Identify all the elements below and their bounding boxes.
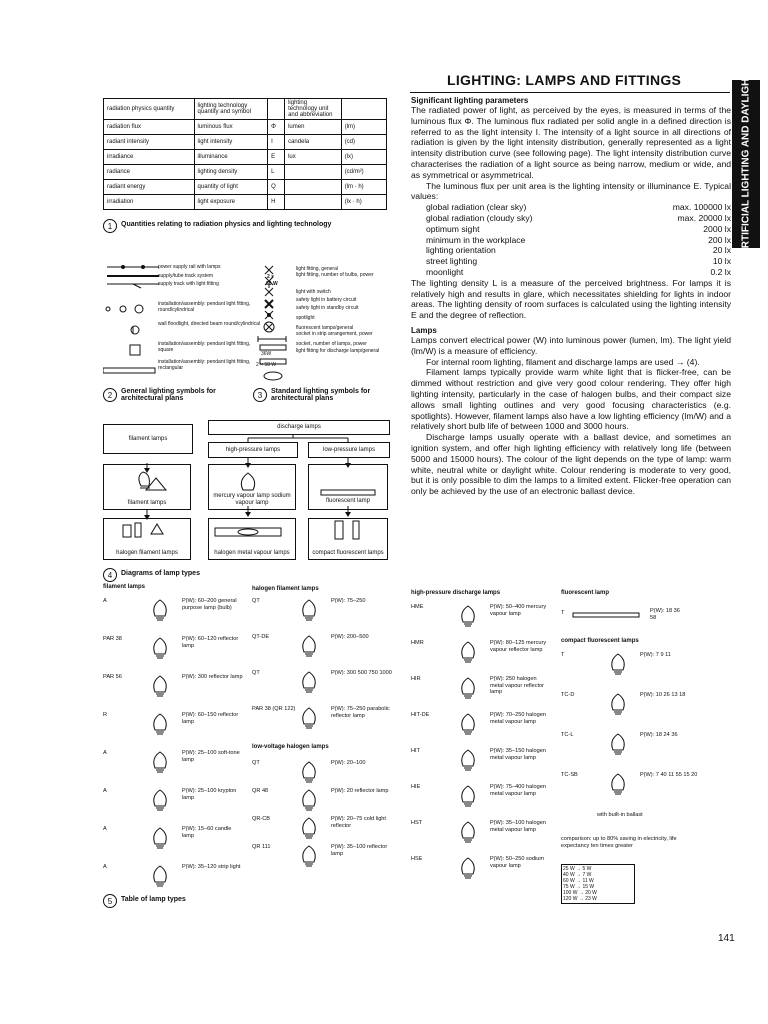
table-cell: light exposure bbox=[194, 195, 268, 210]
box-discharge-lamps: discharge lamps bbox=[208, 420, 390, 435]
value-label: street lighting bbox=[426, 256, 478, 267]
lamp-description: P(W): 60–150 reflector lamp bbox=[181, 712, 239, 725]
lamp-description: P(W): 35–120 strip light bbox=[181, 864, 241, 870]
col2b-list bbox=[252, 760, 392, 872]
lamp-description: P(W): 35–150 halogen metal vapour lamp bbox=[489, 748, 546, 761]
lamp-description: P(W): 50–400 mercury vapour lamp bbox=[489, 604, 547, 617]
col2-list bbox=[252, 598, 392, 742]
lamp-code: TC-L bbox=[561, 732, 574, 738]
lamp-bulb-icon bbox=[606, 652, 630, 688]
table-cell: (cd/m²) bbox=[341, 165, 386, 180]
lamp-code: QR-CB bbox=[252, 816, 271, 822]
table-cell: Φ bbox=[268, 120, 285, 135]
lamp-description: P(W): 300 reflector lamp bbox=[181, 674, 243, 680]
lamp-row bbox=[411, 748, 551, 784]
lamp-bulb-icon bbox=[456, 640, 480, 672]
lamp-bulb-icon bbox=[148, 598, 172, 632]
lamp-row bbox=[561, 732, 701, 772]
lamp-code: PAR 56 bbox=[103, 674, 122, 680]
lamp-bulb-icon bbox=[148, 674, 172, 708]
lamp-code: HST bbox=[411, 820, 423, 826]
table-cell: lighting density bbox=[194, 165, 268, 180]
comparison-row: 40 W → 7 W bbox=[563, 872, 592, 878]
table-row bbox=[104, 150, 387, 165]
lamp-bulb-icon bbox=[606, 732, 630, 768]
lamp-description: P(W): 200–500 bbox=[330, 634, 369, 640]
lamp-code: TC-D bbox=[561, 692, 575, 698]
table-cell: E bbox=[268, 150, 285, 165]
col2-heading: halogen filament lamps bbox=[252, 586, 319, 592]
col1-heading: filament lamps bbox=[103, 584, 146, 590]
comparison-box bbox=[561, 864, 635, 904]
caption-1 bbox=[103, 219, 331, 233]
lamp-bulb-icon bbox=[297, 634, 321, 666]
value-amount: 2000 lx bbox=[703, 223, 731, 234]
lamp-description: P(W): 60–200 general purpose lamp (bulb) bbox=[181, 598, 237, 611]
lamp-description: P(W): 75–250 parabolic reflector lamp bbox=[330, 706, 390, 719]
lamp-bulb-icon bbox=[148, 826, 172, 860]
lamp-row bbox=[103, 788, 243, 826]
lamp-bulb-icon bbox=[148, 864, 172, 898]
lamp-description: P(W): 35–100 halogen metal vapour lamp bbox=[489, 820, 546, 833]
lamp-row bbox=[411, 856, 551, 892]
caption-2: 2 General lighting symbols for architectural plans bbox=[103, 388, 253, 402]
paragraph-1: The radiated power of light, as perceived by the eyes, is measured in terms of the luminous flux Φ. The luminous flux radiated per solid angle in a defined direction is referred to as the light intensity I. The intensity of a light source in all directions of radiation is given by the light intensity distribution, generally represented as a light intensity distribution curve (see following page). The light intensity distribution curve characterises the radiation of a light source as being narrow, medium or wide, and as symmetrical or asymmetrical. bbox=[411, 105, 731, 180]
lamp-description: P(W): 7 40 11 55 15 20 bbox=[639, 772, 698, 778]
lamp-description: P(W): 20–75 cold light reflector bbox=[330, 816, 386, 829]
box-halogen-metal: halogen metal vapour lamps bbox=[208, 518, 296, 560]
table-cell: irradiation bbox=[104, 195, 195, 210]
table-cell: radiation physics quantity bbox=[104, 99, 195, 120]
lamp-description: P(W): 75–250 bbox=[330, 598, 366, 604]
col4-list bbox=[561, 652, 701, 812]
lamp-code: QT bbox=[252, 598, 260, 604]
lamp-code: HIE bbox=[411, 784, 421, 790]
lamp-code: HIR bbox=[411, 676, 421, 682]
lamp-row bbox=[411, 604, 551, 640]
table-cell: (cd) bbox=[341, 135, 386, 150]
table-cell bbox=[285, 180, 342, 195]
lamp-row bbox=[103, 750, 243, 788]
lamp-bulb-icon bbox=[297, 816, 321, 840]
value-amount: 10 lx bbox=[712, 256, 731, 267]
lamp-row bbox=[561, 772, 701, 812]
lamp-bulb-icon bbox=[456, 748, 480, 780]
lamp-bulb-icon bbox=[297, 598, 321, 630]
table-row bbox=[104, 135, 387, 150]
paragraph-7: Discharge lamps usually operate with a ballast device, and sometimes an ignition system, and offer high lighting efficiency with relatively long life (between 5000 and 15000 hours). The colour of the light depends on the type of lamp: warm white, neutral white or daylight white. Colour rendering is moderate to very good, but it is only possible to dim the lamps to a limited extent. Flicker-free operation can only be achieved by the use of an electronic ballast device. bbox=[411, 432, 731, 497]
paragraph-6: Filament lamps typically provide warm white light that is flicker-free, can be dimmed without restriction and give very good colour rendering. They offer high lighting intensity, particularly in the case of halogen bulbs, and their compact size allows small lighting outlines and very good focusing characteristics (e.g. spotlights). However, filament lamps also have a low lighting efficiency (lm/W) and a relatively short bulb life of between 1000 and 3000 hours. bbox=[411, 367, 731, 432]
lamp-description: P(W): 15–60 candle lamp bbox=[181, 826, 232, 839]
lamp-code: QT bbox=[252, 670, 260, 676]
table-cell: lighting technology unit and abbreviation bbox=[285, 99, 342, 120]
table-cell: light intensity bbox=[194, 135, 268, 150]
title-rule bbox=[410, 92, 730, 93]
table-cell: H bbox=[268, 195, 285, 210]
box-mercury-sodium: mercury vapour lamp sodium vapour lamp bbox=[208, 464, 296, 510]
lamp-row bbox=[252, 844, 392, 872]
caption-3: 3 Standard lighting symbols for architectural plans bbox=[253, 388, 393, 402]
col1-list bbox=[103, 598, 243, 902]
lamp-description: P(W): 35–100 reflector lamp bbox=[330, 844, 388, 857]
lamp-description: P(W): 300 500 750 1000 bbox=[330, 670, 392, 676]
fluorescent-tube-icon bbox=[572, 610, 642, 620]
lamp-description: P(W): 80–125 mercury vapour reflector lamp bbox=[489, 640, 547, 653]
lamp-code: A bbox=[103, 864, 107, 870]
lamp-bulb-icon bbox=[456, 712, 480, 744]
lamp-bulb-icon bbox=[148, 750, 172, 784]
ballast-note: with built-in ballast bbox=[597, 812, 643, 818]
lamp-code: QT bbox=[252, 760, 260, 766]
lamp-description: P(W): 18 24 36 bbox=[639, 732, 678, 738]
lamp-code: HIT bbox=[411, 748, 421, 754]
lamp-code: A bbox=[103, 598, 107, 604]
comparison-note: comparison: up to 80% saving in electricity, life expectancy ten times greater bbox=[561, 836, 677, 849]
lamp-row bbox=[103, 674, 243, 712]
value-row bbox=[426, 245, 731, 256]
table-cell: (lm) bbox=[341, 120, 386, 135]
typical-values bbox=[411, 202, 731, 278]
lamp-row bbox=[561, 652, 701, 692]
lamp-code: A bbox=[103, 788, 107, 794]
section-tab bbox=[732, 72, 760, 256]
comparison-row: 120 W → 23 W bbox=[563, 896, 597, 902]
table-cell: illuminance bbox=[194, 150, 268, 165]
lamp-bulb-icon bbox=[456, 604, 480, 636]
box-fluorescent: fluorescent lamp bbox=[308, 464, 388, 510]
lamp-description: P(W): 75–400 halogen metal vapour lamp bbox=[489, 784, 546, 797]
table-row bbox=[104, 120, 387, 135]
lamp-bulb-icon bbox=[456, 820, 480, 852]
lamp-row bbox=[252, 788, 392, 816]
lamp-code: HMR bbox=[411, 640, 424, 646]
symbols-left-graphics bbox=[103, 262, 163, 380]
paragraph-4: Lamps convert electrical power (W) into luminous power (lumen, lm). The light yield (lm/W) is a measure of efficiency. bbox=[411, 334, 731, 356]
lamp-row bbox=[252, 598, 392, 634]
lamp-row bbox=[252, 760, 392, 788]
lamp-row bbox=[103, 598, 243, 636]
table-cell bbox=[285, 165, 342, 180]
lamp-code: HME bbox=[411, 604, 424, 610]
lamp-description: P(W): 70–250 halogen metal vapour lamp bbox=[489, 712, 546, 725]
lamp-row bbox=[411, 676, 551, 712]
comparison-row: 25 W → 5 W bbox=[563, 866, 592, 872]
lamp-description: P(W): 10 26 13 18 bbox=[639, 692, 686, 698]
value-amount: max. 20000 lx bbox=[677, 212, 731, 223]
heading-significant: Significant lighting parameters bbox=[411, 96, 529, 105]
lamp-row bbox=[411, 820, 551, 856]
lamp-code: A bbox=[103, 750, 107, 756]
table-cell: Q bbox=[268, 180, 285, 195]
table-cell bbox=[341, 99, 386, 120]
lamp-bulb-icon bbox=[606, 692, 630, 728]
lamp-bulb-icon bbox=[456, 676, 480, 708]
col2-heading2: low-voltage halogen lamps bbox=[252, 744, 329, 750]
lamp-bulb-icon bbox=[456, 856, 480, 888]
symbol-label-36w: 36W bbox=[261, 351, 272, 357]
col3-list bbox=[411, 604, 551, 892]
lamp-row bbox=[411, 784, 551, 820]
box-filament-lamps-2: filament lamps bbox=[103, 464, 191, 510]
table-cell: radiation flux bbox=[104, 120, 195, 135]
paragraph-3: The lighting density L is a measure of the perceived brightness. For lamps it is relatively high and results in glare, which necessitates shielding for lights in indoor areas. The lighting density of room surfaces is calculated using the lighting intensity E and the degree of reflection. bbox=[411, 277, 731, 321]
value-label: lighting orientation bbox=[426, 245, 496, 256]
box-high-pressure: high-pressure lamps bbox=[208, 442, 298, 458]
table-cell: lighting technology quantity and symbol bbox=[194, 99, 268, 120]
lamp-row bbox=[561, 692, 701, 732]
value-amount: 200 lx bbox=[708, 234, 731, 245]
table-cell: candela bbox=[285, 135, 342, 150]
lamp-bulb-icon bbox=[148, 712, 172, 746]
table-cell: quantity of light bbox=[194, 180, 268, 195]
box-low-pressure: low-pressure lamps bbox=[308, 442, 390, 458]
table-row bbox=[104, 165, 387, 180]
symbols-right-list: light fitting, general light fitting, number of bulbs, power light with switch safety light in battery circuit safety light in standby circuit spotlight fluorescent lamps/general socket in strip arrangement, power socket, number of lamps, power light fitting for discharge lamp/general bbox=[296, 266, 380, 354]
col3-heading: high-pressure discharge lamps bbox=[411, 590, 501, 596]
paragraph-5: For internal room lighting, filament and discharge lamps are used → (4). bbox=[426, 356, 700, 367]
lamp-row bbox=[252, 634, 392, 670]
table-cell bbox=[285, 195, 342, 210]
lamp-bulb-icon bbox=[297, 760, 321, 784]
value-row bbox=[426, 202, 731, 213]
lamp-bulb-icon bbox=[297, 670, 321, 702]
lamp-code: HIT-DE bbox=[411, 712, 430, 718]
table-cell: lumen bbox=[285, 120, 342, 135]
lamp-row bbox=[103, 636, 243, 674]
table-cell: lux bbox=[285, 150, 342, 165]
caption-text: Quantities relating to radiation physics and lighting technology bbox=[121, 221, 332, 228]
table-cell: irradiance bbox=[104, 150, 195, 165]
table-row bbox=[104, 99, 387, 120]
symbol-label-60w: 60 W bbox=[266, 281, 278, 287]
lamp-code: QT-DE bbox=[252, 634, 270, 640]
table-cell: radiant energy bbox=[104, 180, 195, 195]
box-filament-lamps: filament lamps bbox=[103, 424, 193, 454]
table-cell: I bbox=[268, 135, 285, 150]
paragraph-2: The luminous flux per unit area is the lighting intensity or illuminance E. Typical values: bbox=[411, 180, 731, 202]
value-label: optimum sight bbox=[426, 223, 480, 234]
value-row bbox=[426, 267, 731, 278]
quantities-table bbox=[103, 98, 387, 210]
lamp-code: PAR 38 (QR 122) bbox=[252, 706, 296, 712]
lamp-row bbox=[252, 670, 392, 706]
table-row bbox=[104, 195, 387, 210]
table-cell: luminous flux bbox=[194, 120, 268, 135]
lamp-row bbox=[252, 816, 392, 844]
table-cell: (lx) bbox=[341, 150, 386, 165]
symbols-left-list: power supply rail with lamps supply/tube track system supply track with light fitting installation/assembly: pendant light fitting, round/cylindrical wall floodlight, directed beam round/cylindrical installation/assembly: pendant light fitting, square installation/assembly: pendant light fitting, rectangular bbox=[158, 264, 260, 371]
page-title: LIGHTING: LAMPS AND FITTINGS bbox=[447, 72, 682, 88]
lamp-bulb-icon bbox=[297, 844, 321, 868]
lamp-code: QR 111 bbox=[252, 844, 271, 850]
lamp-row bbox=[411, 640, 551, 676]
lamp-description: P(W): 25–100 soft-tone lamp bbox=[181, 750, 240, 763]
symbol-label-2x58w: 2 × 58 W bbox=[256, 362, 277, 368]
value-row bbox=[426, 224, 731, 235]
col4-heading: fluorescent lamp bbox=[561, 590, 610, 596]
table-cell: (lm · h) bbox=[341, 180, 386, 195]
table-cell: (lx · h) bbox=[341, 195, 386, 210]
lamp-code: T bbox=[561, 652, 565, 658]
col4-t-code: T bbox=[561, 610, 565, 616]
lamp-code: QR 48 bbox=[252, 788, 269, 794]
lamp-row bbox=[411, 712, 551, 748]
heading-lamps: Lamps bbox=[411, 325, 437, 335]
lamp-description: P(W): 25–100 krypton lamp bbox=[181, 788, 237, 801]
page-number: 141 bbox=[718, 933, 735, 944]
lamp-bulb-icon bbox=[456, 784, 480, 816]
lamp-description: P(W): 250 halogen metal vapour reflector lamp bbox=[489, 676, 545, 695]
value-row bbox=[426, 235, 731, 246]
lamp-code: R bbox=[103, 712, 108, 718]
lamp-description: P(W): 20 reflector lamp bbox=[330, 788, 389, 794]
lamp-row bbox=[103, 826, 243, 864]
value-amount: 0.2 lx bbox=[710, 266, 731, 277]
value-row bbox=[426, 213, 731, 224]
section-tab-label: ARTIFICIAL LIGHTING AND DAYLIGHT bbox=[740, 72, 752, 256]
lamp-description: P(W): 60–120 reflector lamp bbox=[181, 636, 239, 649]
lamp-bulb-icon bbox=[148, 636, 172, 670]
symbol-label-2x: 2 × bbox=[267, 274, 275, 280]
caption-4: 4 Diagrams of lamp types bbox=[103, 568, 200, 582]
col4-heading2: compact fluorescent lamps bbox=[561, 638, 639, 644]
body-text bbox=[411, 96, 731, 497]
table-cell: radiance bbox=[104, 165, 195, 180]
table-cell: radiant intensity bbox=[104, 135, 195, 150]
lamp-code: HSE bbox=[411, 856, 423, 862]
table-cell bbox=[268, 99, 285, 120]
lamp-row bbox=[252, 706, 392, 742]
table-row bbox=[104, 180, 387, 195]
lamp-bulb-icon bbox=[606, 772, 630, 808]
comparison-row: 60 W → 11 W bbox=[563, 878, 594, 884]
value-label: minimum in the workplace bbox=[426, 234, 526, 245]
value-row bbox=[426, 256, 731, 267]
lamp-description: P(W): 20–100 bbox=[330, 760, 366, 766]
caption-number: 1 bbox=[103, 219, 117, 233]
lamp-description: P(W): 7 9 11 bbox=[639, 652, 671, 658]
value-label: moonlight bbox=[426, 266, 464, 277]
box-compact-fluorescent: compact fluorescent lamps bbox=[308, 518, 388, 560]
lamp-description: P(W): 50–250 sodium vapour lamp bbox=[489, 856, 545, 869]
value-label: global radiation (cloudy sky) bbox=[426, 212, 533, 223]
value-amount: 20 lx bbox=[712, 245, 731, 256]
caption-5: 5 Table of lamp types bbox=[103, 894, 186, 908]
lamp-bulb-icon bbox=[148, 788, 172, 822]
comparison-row: 100 W → 20 W bbox=[563, 890, 597, 896]
lamp-bulb-icon bbox=[297, 788, 321, 812]
box-halogen-filament: halogen filament lamps bbox=[103, 518, 191, 560]
table-cell: L bbox=[268, 165, 285, 180]
lamp-code: A bbox=[103, 826, 107, 832]
col4-t-values: P(W): 18 36 58 bbox=[650, 608, 680, 621]
lamp-row bbox=[103, 712, 243, 750]
value-amount: max. 100000 lx bbox=[672, 202, 731, 213]
comparison-row: 75 W → 15 W bbox=[563, 884, 595, 890]
value-label: global radiation (clear sky) bbox=[426, 202, 527, 213]
lamp-code: PAR 38 bbox=[103, 636, 122, 642]
lamp-code: TC-SB bbox=[561, 772, 578, 778]
lamp-bulb-icon bbox=[297, 706, 321, 738]
